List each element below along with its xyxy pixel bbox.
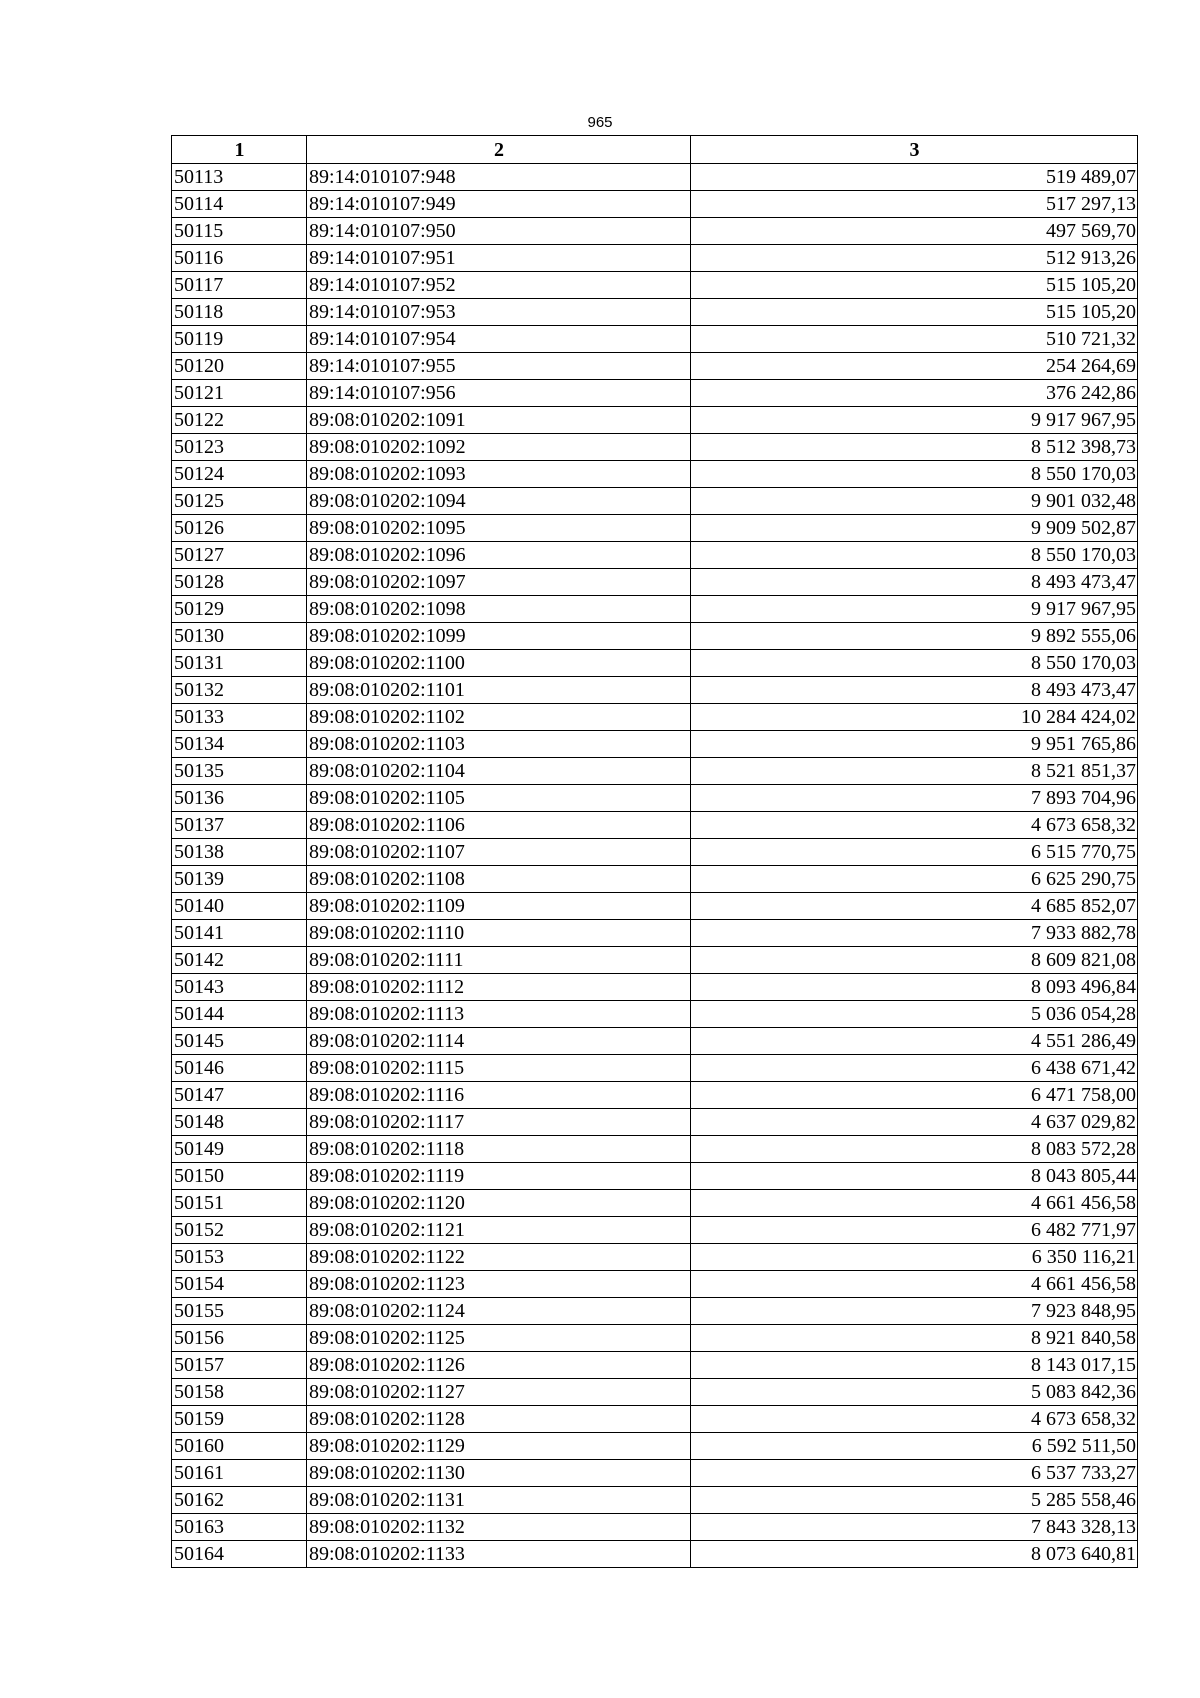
table-row xyxy=(172,191,1138,218)
value-cell: 8 609 821,08 xyxy=(691,947,1138,974)
cadastral-number-cell: 89:14:010107:950 xyxy=(307,218,691,245)
table-row xyxy=(172,920,1138,947)
value-cell: 8 143 017,15 xyxy=(691,1352,1138,1379)
header-col-2: 2 xyxy=(307,136,691,164)
cadastral-number-cell: 89:14:010107:952 xyxy=(307,272,691,299)
row-number-cell: 50164 xyxy=(172,1541,307,1568)
row-number-cell: 50127 xyxy=(172,542,307,569)
table-row xyxy=(172,218,1138,245)
table-row xyxy=(172,1028,1138,1055)
cadastral-number-cell: 89:08:010202:1096 xyxy=(307,542,691,569)
value-cell: 515 105,20 xyxy=(691,299,1138,326)
value-cell: 6 482 771,97 xyxy=(691,1217,1138,1244)
value-cell: 8 093 496,84 xyxy=(691,974,1138,1001)
row-number-cell: 50143 xyxy=(172,974,307,1001)
table-row xyxy=(172,839,1138,866)
value-cell: 9 951 765,86 xyxy=(691,731,1138,758)
row-number-cell: 50149 xyxy=(172,1136,307,1163)
table-row xyxy=(172,1460,1138,1487)
data-table xyxy=(171,135,1138,1568)
table-row xyxy=(172,569,1138,596)
table-row xyxy=(172,1541,1138,1568)
value-cell: 6 471 758,00 xyxy=(691,1082,1138,1109)
cadastral-number-cell: 89:08:010202:1114 xyxy=(307,1028,691,1055)
row-number-cell: 50146 xyxy=(172,1055,307,1082)
row-number-cell: 50144 xyxy=(172,1001,307,1028)
row-number-cell: 50136 xyxy=(172,785,307,812)
row-number-cell: 50147 xyxy=(172,1082,307,1109)
row-number-cell: 50115 xyxy=(172,218,307,245)
cadastral-number-cell: 89:08:010202:1113 xyxy=(307,1001,691,1028)
value-cell: 8 550 170,03 xyxy=(691,461,1138,488)
table-row xyxy=(172,866,1138,893)
row-number-cell: 50130 xyxy=(172,623,307,650)
value-cell: 6 438 671,42 xyxy=(691,1055,1138,1082)
cadastral-number-cell: 89:08:010202:1116 xyxy=(307,1082,691,1109)
value-cell: 515 105,20 xyxy=(691,272,1138,299)
row-number-cell: 50131 xyxy=(172,650,307,677)
row-number-cell: 50158 xyxy=(172,1379,307,1406)
row-number-cell: 50126 xyxy=(172,515,307,542)
cadastral-number-cell: 89:08:010202:1131 xyxy=(307,1487,691,1514)
row-number-cell: 50119 xyxy=(172,326,307,353)
table-row xyxy=(172,758,1138,785)
row-number-cell: 50162 xyxy=(172,1487,307,1514)
header-row xyxy=(172,136,1138,164)
cadastral-number-cell: 89:14:010107:948 xyxy=(307,164,691,191)
cadastral-number-cell: 89:08:010202:1107 xyxy=(307,839,691,866)
row-number-cell: 50123 xyxy=(172,434,307,461)
table-row xyxy=(172,1244,1138,1271)
value-cell: 8 493 473,47 xyxy=(691,677,1138,704)
value-cell: 8 512 398,73 xyxy=(691,434,1138,461)
row-number-cell: 50118 xyxy=(172,299,307,326)
table-row xyxy=(172,515,1138,542)
table-row xyxy=(172,785,1138,812)
row-number-cell: 50116 xyxy=(172,245,307,272)
row-number-cell: 50140 xyxy=(172,893,307,920)
value-cell: 4 673 658,32 xyxy=(691,1406,1138,1433)
value-cell: 519 489,07 xyxy=(691,164,1138,191)
row-number-cell: 50152 xyxy=(172,1217,307,1244)
value-cell: 8 550 170,03 xyxy=(691,542,1138,569)
table-row xyxy=(172,245,1138,272)
cadastral-number-cell: 89:14:010107:953 xyxy=(307,299,691,326)
row-number-cell: 50134 xyxy=(172,731,307,758)
value-cell: 5 036 054,28 xyxy=(691,1001,1138,1028)
value-cell: 376 242,86 xyxy=(691,380,1138,407)
value-cell: 8 550 170,03 xyxy=(691,650,1138,677)
row-number-cell: 50113 xyxy=(172,164,307,191)
row-number-cell: 50148 xyxy=(172,1109,307,1136)
cadastral-number-cell: 89:08:010202:1124 xyxy=(307,1298,691,1325)
cadastral-number-cell: 89:08:010202:1093 xyxy=(307,461,691,488)
row-number-cell: 50151 xyxy=(172,1190,307,1217)
cadastral-number-cell: 89:14:010107:955 xyxy=(307,353,691,380)
value-cell: 8 521 851,37 xyxy=(691,758,1138,785)
cadastral-number-cell: 89:08:010202:1108 xyxy=(307,866,691,893)
value-cell: 8 921 840,58 xyxy=(691,1325,1138,1352)
table-row xyxy=(172,1325,1138,1352)
row-number-cell: 50153 xyxy=(172,1244,307,1271)
cadastral-number-cell: 89:08:010202:1132 xyxy=(307,1514,691,1541)
cadastral-number-cell: 89:08:010202:1091 xyxy=(307,407,691,434)
value-cell: 8 083 572,28 xyxy=(691,1136,1138,1163)
row-number-cell: 50160 xyxy=(172,1433,307,1460)
table-row xyxy=(172,1217,1138,1244)
row-number-cell: 50145 xyxy=(172,1028,307,1055)
row-number-cell: 50133 xyxy=(172,704,307,731)
row-number-cell: 50122 xyxy=(172,407,307,434)
row-number-cell: 50156 xyxy=(172,1325,307,1352)
table-row xyxy=(172,380,1138,407)
value-cell: 254 264,69 xyxy=(691,353,1138,380)
table-row xyxy=(172,461,1138,488)
cadastral-number-cell: 89:08:010202:1129 xyxy=(307,1433,691,1460)
cadastral-number-cell: 89:08:010202:1119 xyxy=(307,1163,691,1190)
cadastral-number-cell: 89:08:010202:1133 xyxy=(307,1541,691,1568)
table-row xyxy=(172,677,1138,704)
value-cell: 4 661 456,58 xyxy=(691,1271,1138,1298)
table-row xyxy=(172,407,1138,434)
cadastral-number-cell: 89:08:010202:1128 xyxy=(307,1406,691,1433)
cadastral-number-cell: 89:08:010202:1092 xyxy=(307,434,691,461)
table-row xyxy=(172,974,1138,1001)
value-cell: 4 551 286,49 xyxy=(691,1028,1138,1055)
table-row xyxy=(172,1082,1138,1109)
cadastral-number-cell: 89:14:010107:949 xyxy=(307,191,691,218)
cadastral-number-cell: 89:08:010202:1097 xyxy=(307,569,691,596)
cadastral-number-cell: 89:08:010202:1117 xyxy=(307,1109,691,1136)
table-row xyxy=(172,812,1138,839)
table-row xyxy=(172,1271,1138,1298)
row-number-cell: 50132 xyxy=(172,677,307,704)
cadastral-number-cell: 89:08:010202:1127 xyxy=(307,1379,691,1406)
row-number-cell: 50114 xyxy=(172,191,307,218)
row-number-cell: 50155 xyxy=(172,1298,307,1325)
table-row xyxy=(172,434,1138,461)
value-cell: 7 923 848,95 xyxy=(691,1298,1138,1325)
table-row xyxy=(172,1136,1138,1163)
table-row xyxy=(172,1163,1138,1190)
cadastral-number-cell: 89:08:010202:1103 xyxy=(307,731,691,758)
cadastral-number-cell: 89:08:010202:1122 xyxy=(307,1244,691,1271)
value-cell: 6 537 733,27 xyxy=(691,1460,1138,1487)
row-number-cell: 50141 xyxy=(172,920,307,947)
cadastral-number-cell: 89:08:010202:1125 xyxy=(307,1325,691,1352)
value-cell: 510 721,32 xyxy=(691,326,1138,353)
table-row xyxy=(172,1190,1138,1217)
table-row xyxy=(172,596,1138,623)
value-cell: 9 917 967,95 xyxy=(691,596,1138,623)
table-row xyxy=(172,1379,1138,1406)
table-row xyxy=(172,1055,1138,1082)
cadastral-number-cell: 89:08:010202:1121 xyxy=(307,1217,691,1244)
cadastral-number-cell: 89:08:010202:1095 xyxy=(307,515,691,542)
table-row xyxy=(172,1352,1138,1379)
table-row xyxy=(172,1514,1138,1541)
row-number-cell: 50139 xyxy=(172,866,307,893)
table-row xyxy=(172,164,1138,191)
table-row xyxy=(172,893,1138,920)
value-cell: 5 285 558,46 xyxy=(691,1487,1138,1514)
cadastral-number-cell: 89:08:010202:1101 xyxy=(307,677,691,704)
row-number-cell: 50121 xyxy=(172,380,307,407)
row-number-cell: 50138 xyxy=(172,839,307,866)
value-cell: 6 592 511,50 xyxy=(691,1433,1138,1460)
value-cell: 8 073 640,81 xyxy=(691,1541,1138,1568)
table-row xyxy=(172,731,1138,758)
page-number: 965 xyxy=(587,114,613,131)
row-number-cell: 50150 xyxy=(172,1163,307,1190)
value-cell: 6 350 116,21 xyxy=(691,1244,1138,1271)
table-row xyxy=(172,353,1138,380)
row-number-cell: 50159 xyxy=(172,1406,307,1433)
cadastral-number-cell: 89:08:010202:1115 xyxy=(307,1055,691,1082)
row-number-cell: 50120 xyxy=(172,353,307,380)
value-cell: 4 685 852,07 xyxy=(691,893,1138,920)
cadastral-number-cell: 89:08:010202:1111 xyxy=(307,947,691,974)
value-cell: 4 673 658,32 xyxy=(691,812,1138,839)
row-number-cell: 50137 xyxy=(172,812,307,839)
table-row xyxy=(172,650,1138,677)
row-number-cell: 50157 xyxy=(172,1352,307,1379)
table-row xyxy=(172,1487,1138,1514)
value-cell: 497 569,70 xyxy=(691,218,1138,245)
value-cell: 6 625 290,75 xyxy=(691,866,1138,893)
cadastral-number-cell: 89:14:010107:956 xyxy=(307,380,691,407)
cadastral-number-cell: 89:08:010202:1099 xyxy=(307,623,691,650)
row-number-cell: 50161 xyxy=(172,1460,307,1487)
header-col-3: 3 xyxy=(691,136,1138,164)
table-row xyxy=(172,542,1138,569)
table-row xyxy=(172,947,1138,974)
cadastral-number-cell: 89:08:010202:1126 xyxy=(307,1352,691,1379)
cadastral-number-cell: 89:14:010107:954 xyxy=(307,326,691,353)
value-cell: 7 843 328,13 xyxy=(691,1514,1138,1541)
cadastral-number-cell: 89:08:010202:1123 xyxy=(307,1271,691,1298)
value-cell: 7 893 704,96 xyxy=(691,785,1138,812)
table-row xyxy=(172,1298,1138,1325)
cadastral-number-cell: 89:08:010202:1105 xyxy=(307,785,691,812)
table-row xyxy=(172,299,1138,326)
table-row xyxy=(172,1433,1138,1460)
table-row xyxy=(172,1001,1138,1028)
value-cell: 9 892 555,06 xyxy=(691,623,1138,650)
row-number-cell: 50124 xyxy=(172,461,307,488)
table-row xyxy=(172,326,1138,353)
table-body xyxy=(172,164,1138,1568)
cadastral-number-cell: 89:08:010202:1109 xyxy=(307,893,691,920)
row-number-cell: 50154 xyxy=(172,1271,307,1298)
value-cell: 9 909 502,87 xyxy=(691,515,1138,542)
cadastral-number-cell: 89:08:010202:1120 xyxy=(307,1190,691,1217)
table-row xyxy=(172,1406,1138,1433)
cadastral-number-cell: 89:08:010202:1106 xyxy=(307,812,691,839)
row-number-cell: 50125 xyxy=(172,488,307,515)
table-row xyxy=(172,1109,1138,1136)
cadastral-number-cell: 89:08:010202:1100 xyxy=(307,650,691,677)
header-col-1: 1 xyxy=(172,136,307,164)
cadastral-number-cell: 89:08:010202:1104 xyxy=(307,758,691,785)
value-cell: 6 515 770,75 xyxy=(691,839,1138,866)
value-cell: 10 284 424,02 xyxy=(691,704,1138,731)
row-number-cell: 50117 xyxy=(172,272,307,299)
value-cell: 9 917 967,95 xyxy=(691,407,1138,434)
cadastral-number-cell: 89:14:010107:951 xyxy=(307,245,691,272)
cadastral-number-cell: 89:08:010202:1130 xyxy=(307,1460,691,1487)
row-number-cell: 50135 xyxy=(172,758,307,785)
value-cell: 512 913,26 xyxy=(691,245,1138,272)
table-header xyxy=(172,136,1138,164)
cadastral-number-cell: 89:08:010202:1110 xyxy=(307,920,691,947)
row-number-cell: 50142 xyxy=(172,947,307,974)
value-cell: 4 661 456,58 xyxy=(691,1190,1138,1217)
cadastral-number-cell: 89:08:010202:1102 xyxy=(307,704,691,731)
row-number-cell: 50128 xyxy=(172,569,307,596)
cadastral-number-cell: 89:08:010202:1098 xyxy=(307,596,691,623)
row-number-cell: 50163 xyxy=(172,1514,307,1541)
table-row xyxy=(172,704,1138,731)
row-number-cell: 50129 xyxy=(172,596,307,623)
value-cell: 4 637 029,82 xyxy=(691,1109,1138,1136)
table-row xyxy=(172,488,1138,515)
value-cell: 8 493 473,47 xyxy=(691,569,1138,596)
value-cell: 5 083 842,36 xyxy=(691,1379,1138,1406)
table-row xyxy=(172,272,1138,299)
cadastral-number-cell: 89:08:010202:1118 xyxy=(307,1136,691,1163)
value-cell: 9 901 032,48 xyxy=(691,488,1138,515)
value-cell: 7 933 882,78 xyxy=(691,920,1138,947)
cadastral-number-cell: 89:08:010202:1112 xyxy=(307,974,691,1001)
cadastral-number-cell: 89:08:010202:1094 xyxy=(307,488,691,515)
value-cell: 517 297,13 xyxy=(691,191,1138,218)
table-row xyxy=(172,623,1138,650)
value-cell: 8 043 805,44 xyxy=(691,1163,1138,1190)
